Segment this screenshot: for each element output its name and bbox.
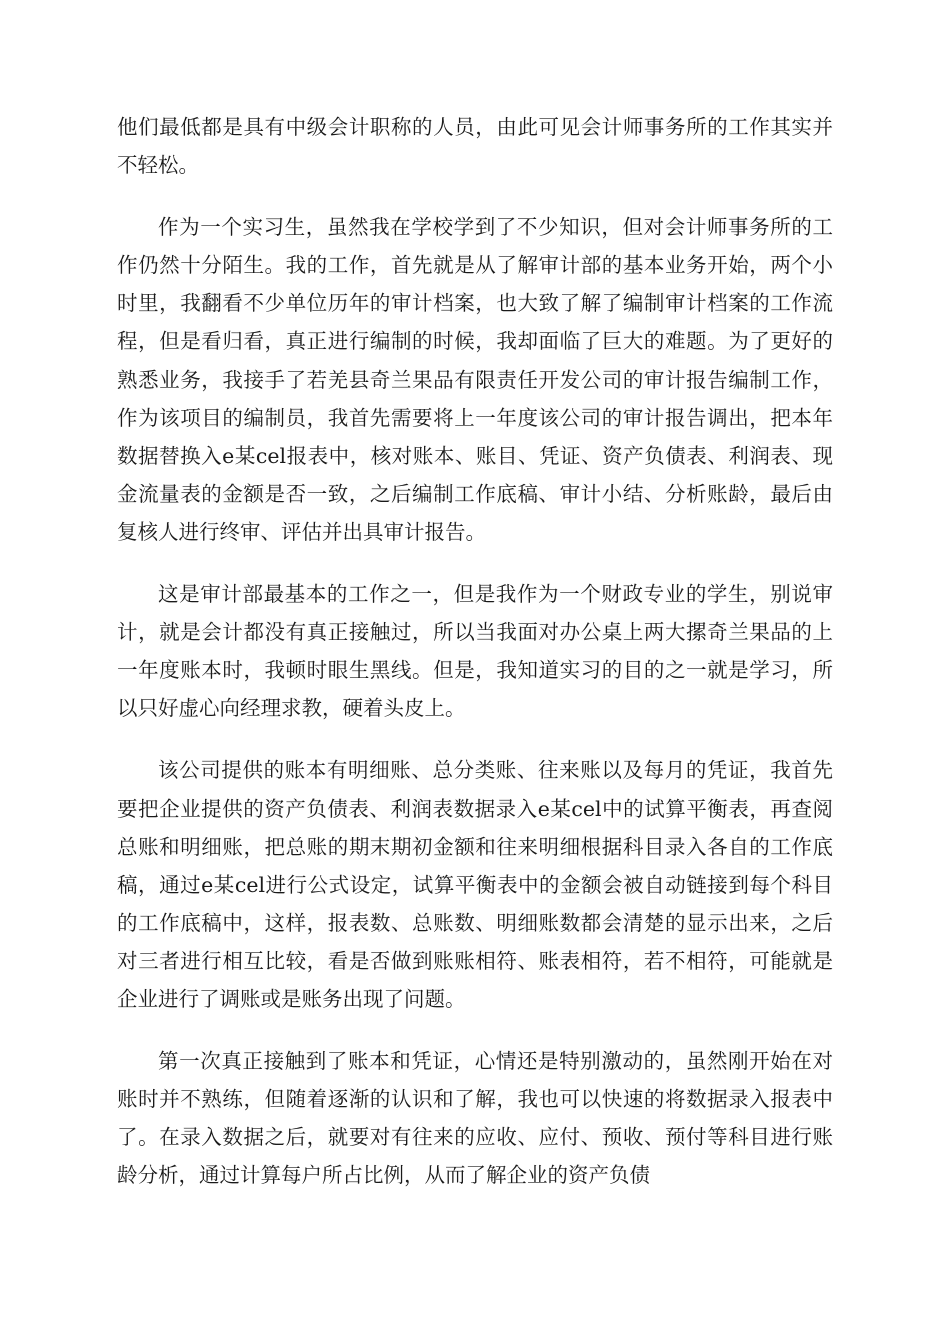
- document-body: [117, 108, 833, 1194]
- paragraph-gap: [117, 184, 833, 208]
- paragraph-5: 第一次真正接触到了账本和凭证，心情还是特别激动的，虽然刚开始在对账时并不熟练，但随着逐渐的认识和了解，我也可以快速的将数据录入报表中了。在录入数据之后，就要对有往来的应收、应付、预收、预付等科目进行账龄分析，通过计算每户所占比例，从而了解企业的资产负债: [117, 1049, 833, 1188]
- paragraph-gap: [117, 551, 833, 575]
- paragraph-gap: [117, 1018, 833, 1042]
- paragraph-4: 该公司提供的账本有明细账、总分类账、往来账以及每月的凭证，我首先要把企业提供的资产负债表、利润表数据录入e某cel中的试算平衡表，再查阅总账和明细账，把总账的期末期初金额和往来明细根据科目录入各自的工作底稿，通过e某cel进行公式设定，试算平衡表中的金额会被自动链接到每个科目的工作底稿中，这样，报表数、总账数、明细账数都会清楚的显示出来，之后对三者进行相互比较，看是否做到账账相符、账表相符，若不相符，可能就是企业进行了调账或是账务出现了问题。: [117, 758, 833, 1011]
- paragraph-3: 这是审计部最基本的工作之一，但是我作为一个财政专业的学生，别说审计，就是会计都没有真正接触过，所以当我面对办公桌上两大摞奇兰果品的上一年度账本时，我顿时眼生黑线。但是，我知道实习的目的之一就是学习，所以只好虚心向经理求教，硬着头皮上。: [117, 582, 833, 721]
- paragraph-gap: [117, 727, 833, 751]
- paragraph-1: 他们最低都是具有中级会计职称的人员，由此可见会计师事务所的工作其实并不轻松。: [117, 115, 833, 178]
- paragraph-2: 作为一个实习生，虽然我在学校学到了不少知识，但对会计师事务所的工作仍然十分陌生。我的工作，首先就是从了解审计部的基本业务开始，两个小时里，我翻看不少单位历年的审计档案，也大致了解了编制审计档案的工作流程，但是看归看，真正进行编制的时候，我却面临了巨大的难题。为了更好的熟悉业务，我接手了若羌县奇兰果品有限责任开发公司的审计报告编制工作，作为该项目的编制员，我首先需要将上一年度该公司的审计报告调出，把本年数据替换入e某cel报表中，核对账本、账目、凭证、资产负债表、利润表、现金流量表的金额是否一致，之后编制工作底稿、审计小结、分析账龄，最后由复核人进行终审、评估并出具审计报告。: [117, 215, 833, 544]
